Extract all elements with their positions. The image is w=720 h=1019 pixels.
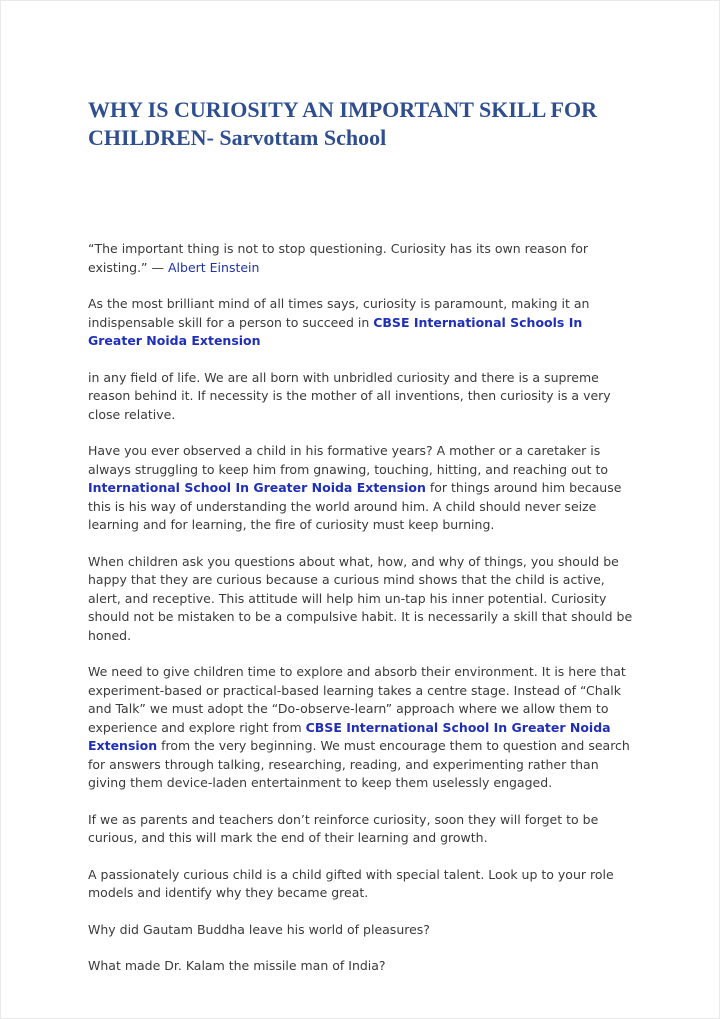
paragraph-10: What made Dr. Kalam the missile man of India? (88, 958, 386, 973)
paragraph-4-before: Have you ever observed a child in his formative years? A mother or a caretaker is always struggling to keep him from gnawing, touching, hitting, and reaching out to (88, 443, 609, 477)
document-page (88, 96, 636, 976)
paragraph-4 (88, 442, 636, 535)
title-line-1: WHY IS CURIOSITY AN IMPORTANT SKILL FOR (88, 97, 597, 122)
paragraph-6-after: from the very beginning. We must encourage them to question and search for answers through talking, researching, reading, and experimenting rather than giving them device-laden entertainment to keep them uselessly engaged. (88, 738, 630, 790)
title-line-2: CHILDREN- Sarvottam School (88, 125, 387, 150)
paragraph-6 (88, 663, 636, 793)
albert-einstein-link[interactable]: Albert Einstein (167, 259, 260, 275)
paragraph-8: A passionately curious child is a child gifted with special talent. Look up to your role models and identify why they became great. (88, 866, 614, 900)
paragraph-7: If we as parents and teachers don’t reinforce curiosity, soon they will forget to be curious, and this will mark the end of their learning and growth. (88, 811, 599, 845)
cbse-international-schools-link[interactable]: CBSE International Schools In Greater Noida Extension (88, 314, 583, 348)
paragraph-5: When children ask you questions about what, how, and why of things, you should be happy that they are curious because a curious mind shows that the child is active, alert, and receptive. This attitude will help him un-tap his inner potential. Curiosity should not be mistaken to be a compulsive habit. It is necessarily a skill that should be honed. (88, 553, 633, 643)
quote-text: “The important thing is not to stop questioning. Curiosity has its own reason for existing.” — (88, 241, 589, 275)
quote-paragraph (88, 240, 636, 277)
paragraph-2 (88, 295, 636, 351)
page-title (88, 96, 636, 152)
paragraph-2-text: As the most brilliant mind of all times says, curiosity is paramount, making it an indispensable skill for a person to succeed in (88, 296, 590, 330)
paragraph-6-before: We need to give children time to explore and absorb their environment. It is here that experiment-based or practical-based learning takes a centre stage. Instead of “Chalk and Talk” we must adopt the “Do-observe-learn” approach where we allow them to experience and explore right from (88, 664, 626, 735)
paragraph-3: in any field of life. We are all born with unbridled curiosity and there is a supreme reason behind it. If necessity is the mother of all inventions, then curiosity is a very close relative. (88, 369, 611, 422)
paragraph-9: Why did Gautam Buddha leave his world of pleasures? (88, 921, 430, 937)
paragraph-4-after: for things around him because this is his way of understanding the world around him. A child should never seize learning and for learning, the fire of curiosity must keep burning. (88, 480, 622, 532)
international-school-link[interactable]: International School In Greater Noida Extension (88, 480, 426, 495)
cbse-international-school-link[interactable]: CBSE International School In Greater Noida Extension (88, 719, 611, 753)
